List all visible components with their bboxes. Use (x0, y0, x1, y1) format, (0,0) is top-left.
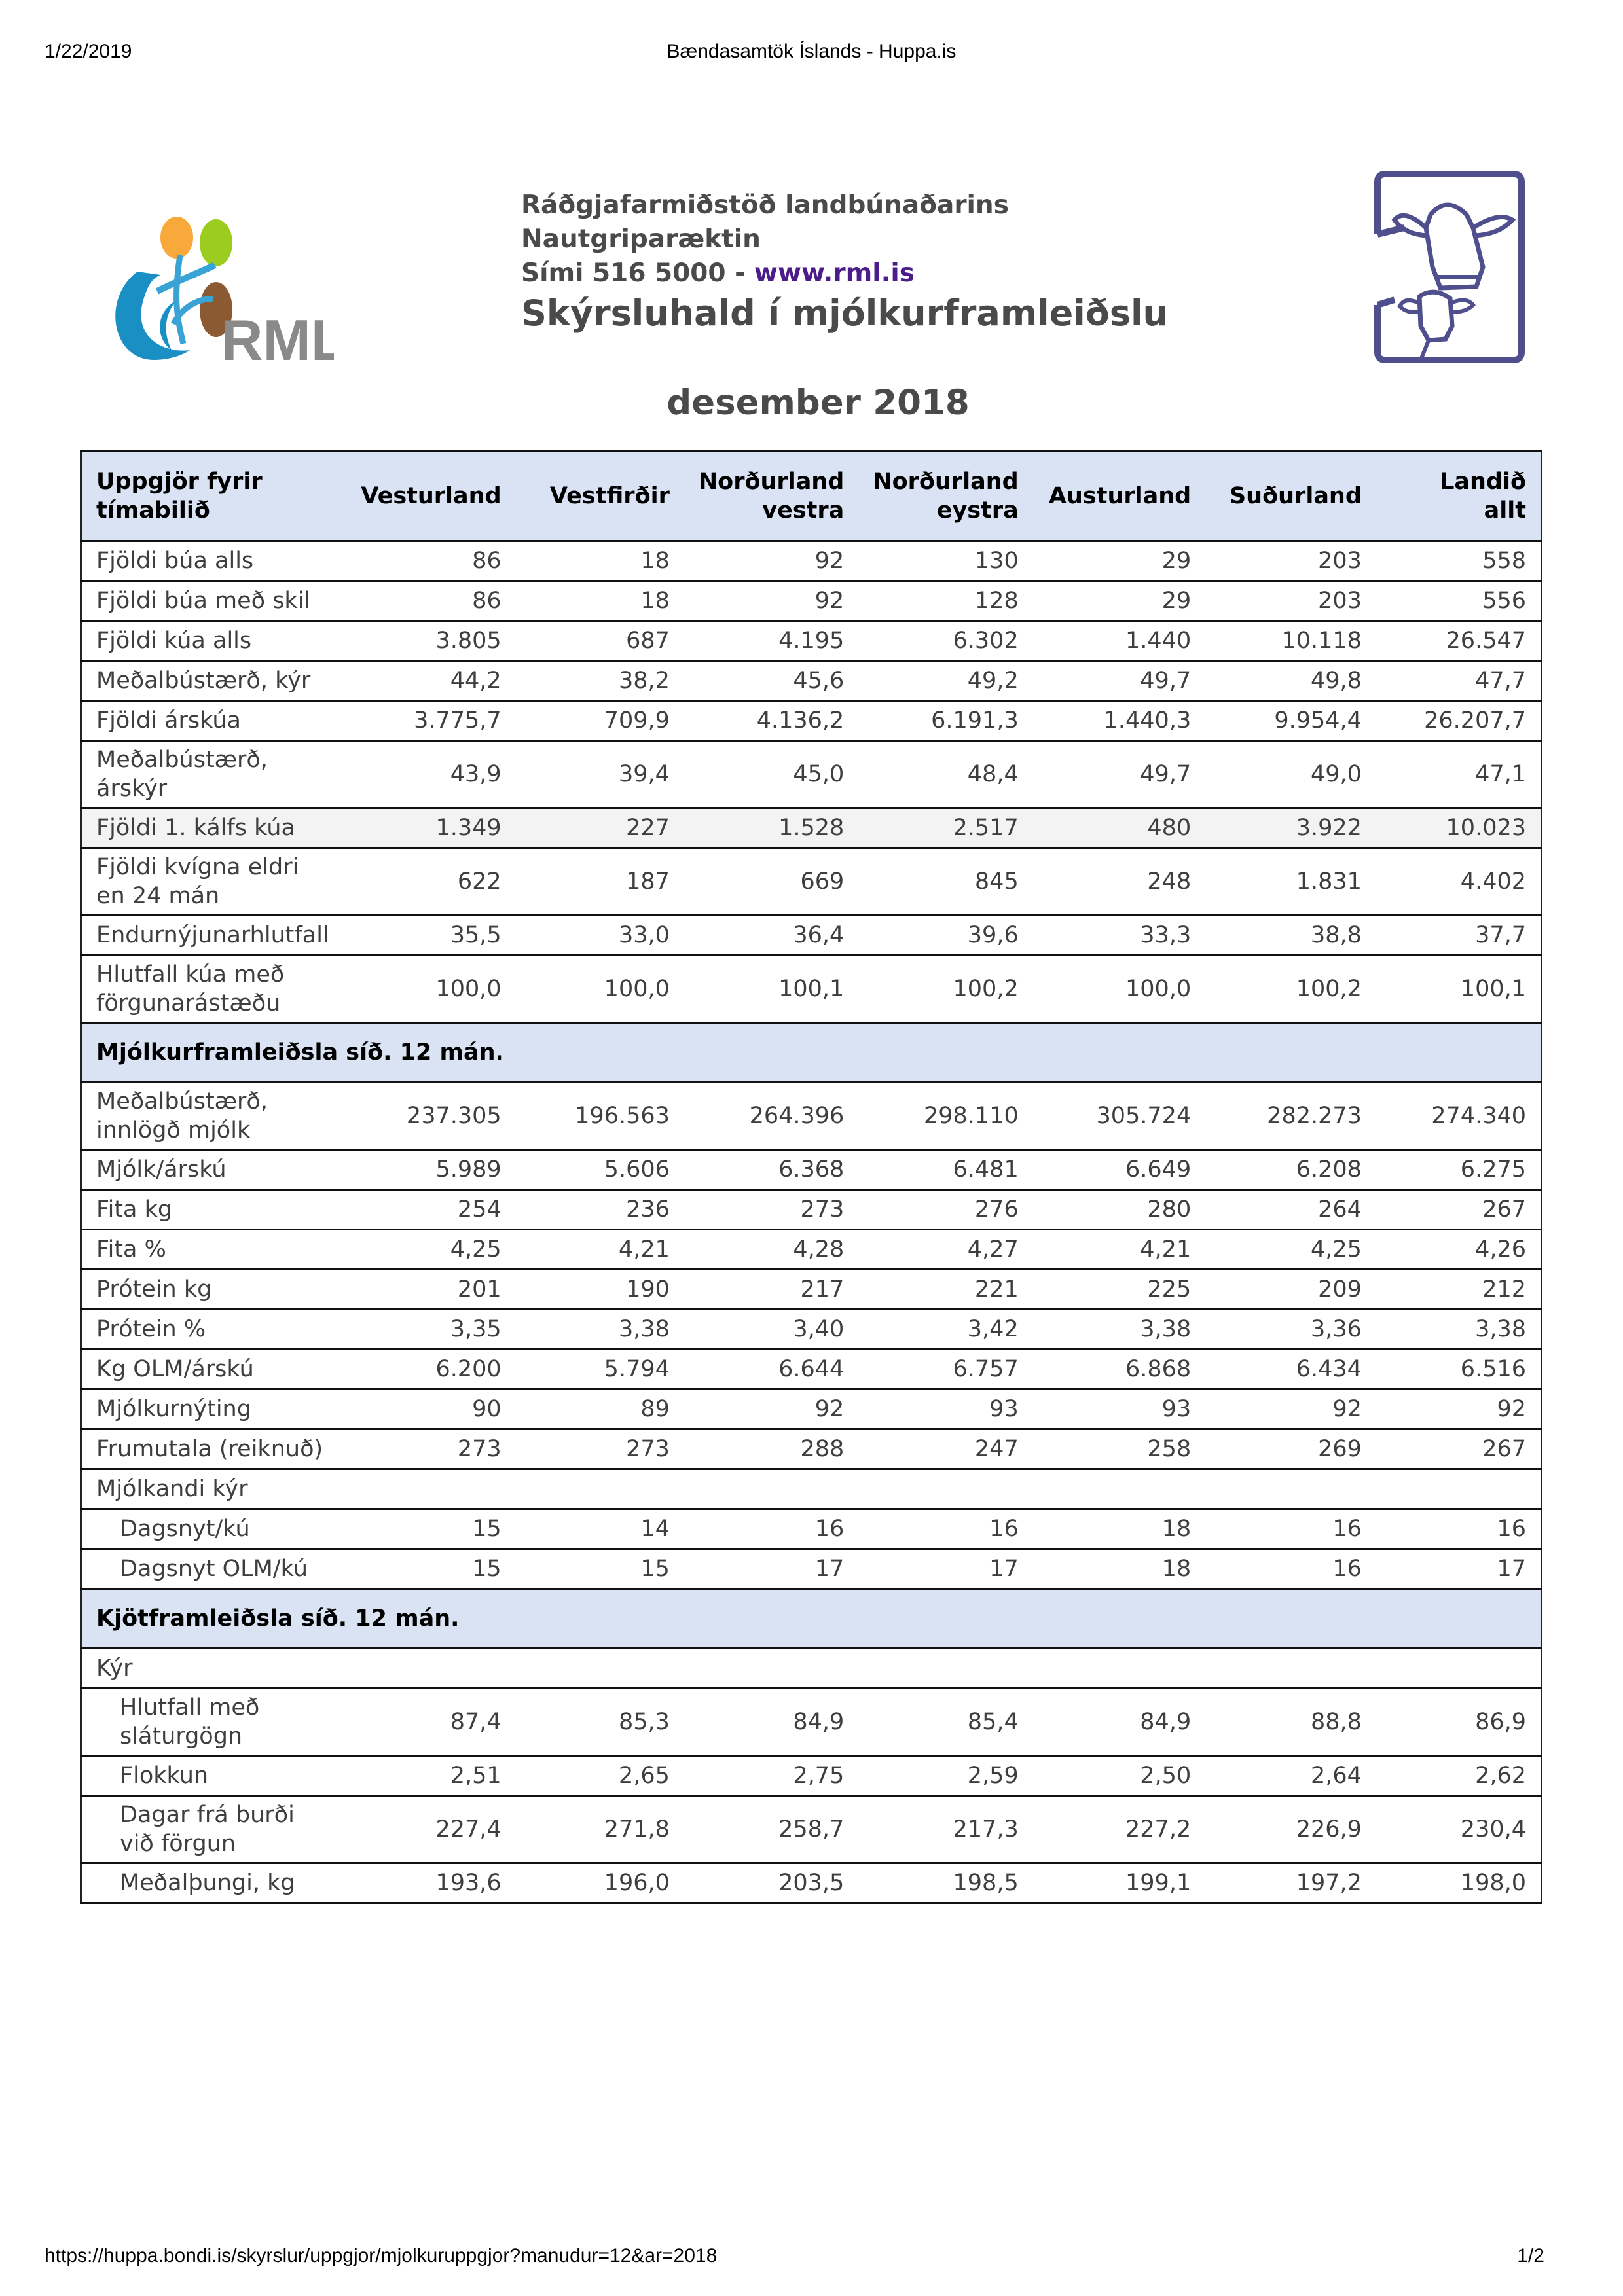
cell-value: 86,9 (1376, 1689, 1542, 1756)
cell-value: 258,7 (684, 1796, 858, 1863)
cell-value: 2,51 (344, 1756, 516, 1796)
cell-value: 237.305 (344, 1083, 516, 1150)
cell-value: 556 (1376, 581, 1542, 621)
cell-value: 45,0 (684, 741, 858, 808)
cell-value: 276 (858, 1190, 1032, 1230)
cell-value: 87,4 (344, 1689, 516, 1756)
row-label: Meðalþungi, kg (81, 1863, 344, 1903)
cell-value: 282.273 (1205, 1083, 1376, 1150)
row-label: Fjöldi kúa alls (81, 621, 344, 661)
svg-text:RML: RML (221, 308, 334, 363)
table-row (81, 1756, 1542, 1796)
cell-value: 196,0 (516, 1863, 684, 1903)
section-header-row (81, 1589, 1542, 1649)
cell-value: 86 (344, 541, 516, 581)
cell-value: 1.440,3 (1033, 701, 1206, 741)
cell-value: 199,1 (1033, 1863, 1206, 1903)
cell-value: 100,1 (1376, 956, 1542, 1023)
cell-value (858, 1469, 1032, 1509)
cell-value: 247 (858, 1429, 1032, 1469)
column-header-period: Uppgjör fyrir tímabilið (81, 452, 344, 541)
cell-value: 201 (344, 1270, 516, 1310)
cell-value: 4.402 (1376, 848, 1542, 916)
column-header-austurland: Austurland (1033, 452, 1206, 541)
table-row (81, 808, 1542, 848)
table-row (81, 1469, 1542, 1509)
cell-value: 93 (858, 1390, 1032, 1429)
cell-value: 49,8 (1205, 661, 1376, 701)
row-label: Prótein % (81, 1310, 344, 1350)
cell-value: 49,7 (1033, 741, 1206, 808)
cell-value: 38,2 (516, 661, 684, 701)
cell-value: 5.606 (516, 1150, 684, 1190)
cell-value: 2.517 (858, 808, 1032, 848)
section-title: Kjötframleiðsla síð. 12 mán. (81, 1589, 1542, 1649)
cell-value: 39,4 (516, 741, 684, 808)
cell-value: 258 (1033, 1429, 1206, 1469)
cell-value: 10.118 (1205, 621, 1376, 661)
cow-calf-logo (1368, 169, 1527, 363)
print-page-number: 1/2 (1517, 2245, 1544, 2267)
cell-value: 35,5 (344, 916, 516, 956)
print-url: https://huppa.bondi.is/skyrslur/uppgjor/mjolkuruppgjor?manudur=12&ar=2018 (45, 2245, 718, 2267)
cell-value: 3.805 (344, 621, 516, 661)
cell-value (516, 1469, 684, 1509)
organization-name: Ráðgjafarmiðstöð landbúnaðarins (521, 190, 1009, 220)
table-row (81, 1429, 1542, 1469)
cell-value: 89 (516, 1390, 684, 1429)
cell-value: 221 (858, 1270, 1032, 1310)
cell-value: 187 (516, 848, 684, 916)
cell-value: 47,7 (1376, 661, 1542, 701)
cell-value: 48,4 (858, 741, 1032, 808)
cell-value: 4,26 (1376, 1230, 1542, 1270)
cell-value: 264 (1205, 1190, 1376, 1230)
column-header-vestfirdir: Vestfirðir (516, 452, 684, 541)
cell-value: 16 (1376, 1509, 1542, 1549)
cell-value: 198,0 (1376, 1863, 1542, 1903)
cell-value: 29 (1033, 541, 1206, 581)
cell-value: 17 (858, 1549, 1032, 1589)
cell-value: 248 (1033, 848, 1206, 916)
row-label: Meðalbústærð, innlögð mjólk (81, 1083, 344, 1150)
cell-value: 3,38 (1376, 1310, 1542, 1350)
cell-value: 17 (684, 1549, 858, 1589)
cell-value: 29 (1033, 581, 1206, 621)
cell-value: 1.440 (1033, 621, 1206, 661)
phone-text: Sími 516 5000 - (521, 259, 754, 288)
cell-value (344, 1649, 516, 1689)
cell-value: 86 (344, 581, 516, 621)
website-link[interactable]: www.rml.is (754, 259, 915, 288)
cell-value: 269 (1205, 1429, 1376, 1469)
column-header-vesturland: Vesturland (344, 452, 516, 541)
cell-value (344, 1469, 516, 1509)
cell-value: 2,62 (1376, 1756, 1542, 1796)
cell-value: 84,9 (684, 1689, 858, 1756)
cell-value (1376, 1649, 1542, 1689)
cell-value: 209 (1205, 1270, 1376, 1310)
cell-value: 1.831 (1205, 848, 1376, 916)
cell-value: 298.110 (858, 1083, 1032, 1150)
cell-value: 3.922 (1205, 808, 1376, 848)
cell-value: 130 (858, 541, 1032, 581)
cell-value: 5.989 (344, 1150, 516, 1190)
cell-value: 6.434 (1205, 1350, 1376, 1390)
row-label: Prótein kg (81, 1270, 344, 1310)
cell-value: 38,8 (1205, 916, 1376, 956)
row-label: Fjöldi búa alls (81, 541, 344, 581)
cell-value: 16 (1205, 1509, 1376, 1549)
cell-value: 92 (1205, 1390, 1376, 1429)
cell-value: 33,3 (1033, 916, 1206, 956)
table-row (81, 1796, 1542, 1863)
table-row (81, 741, 1542, 808)
cell-value: 15 (344, 1509, 516, 1549)
row-label: Fjöldi árskúa (81, 701, 344, 741)
cell-value: 26.547 (1376, 621, 1542, 661)
cell-value (1205, 1649, 1376, 1689)
cell-value: 2,75 (684, 1756, 858, 1796)
cell-value: 100,0 (1033, 956, 1206, 1023)
cell-value: 1.349 (344, 808, 516, 848)
cell-value: 4,21 (516, 1230, 684, 1270)
table-row (81, 1863, 1542, 1903)
cell-value: 203,5 (684, 1863, 858, 1903)
cell-value: 3,35 (344, 1310, 516, 1350)
cell-value: 100,0 (516, 956, 684, 1023)
cell-value: 15 (344, 1549, 516, 1589)
column-header-nordurland-eystra: Norðurland eystra (858, 452, 1032, 541)
report-table (80, 450, 1542, 1904)
cell-value: 6.481 (858, 1150, 1032, 1190)
cell-value: 6.191,3 (858, 701, 1032, 741)
table-row (81, 1509, 1542, 1549)
table-row (81, 701, 1542, 741)
section-header-row (81, 1023, 1542, 1083)
cell-value: 480 (1033, 808, 1206, 848)
column-header-sudurland: Suðurland (1205, 452, 1376, 541)
cell-value: 217 (684, 1270, 858, 1310)
cow-icon (1368, 169, 1527, 363)
cell-value: 2,64 (1205, 1756, 1376, 1796)
cell-value: 16 (684, 1509, 858, 1549)
cell-value: 6.200 (344, 1350, 516, 1390)
cell-value: 100,0 (344, 956, 516, 1023)
cell-value: 92 (684, 541, 858, 581)
cell-value (684, 1649, 858, 1689)
cell-value: 16 (1205, 1549, 1376, 1589)
department-name: Nautgriparæktin (521, 224, 761, 254)
table-row (81, 1310, 1542, 1350)
cell-value: 305.724 (1033, 1083, 1206, 1150)
row-label: Fita % (81, 1230, 344, 1270)
cell-value: 18 (516, 581, 684, 621)
cell-value: 100,1 (684, 956, 858, 1023)
cell-value: 18 (516, 541, 684, 581)
cell-value: 100,2 (1205, 956, 1376, 1023)
report-title: Skýrsluhald í mjólkurframleiðslu (521, 293, 1168, 334)
cell-value (1033, 1469, 1206, 1509)
cell-value: 85,3 (516, 1689, 684, 1756)
cell-value: 47,1 (1376, 741, 1542, 808)
cell-value: 273 (344, 1429, 516, 1469)
row-label: Hlutfall kúa með förgunarástæðu (81, 956, 344, 1023)
table-row (81, 621, 1542, 661)
row-label: Mjólk/árskú (81, 1150, 344, 1190)
cell-value (858, 1649, 1032, 1689)
cell-value (516, 1649, 684, 1689)
row-label: Dagsnyt OLM/kú (81, 1549, 344, 1589)
table-row (81, 581, 1542, 621)
cell-value: 6.757 (858, 1350, 1032, 1390)
row-label: Kýr (81, 1649, 344, 1689)
cell-value: 49,7 (1033, 661, 1206, 701)
row-label: Meðalbústærð, kýr (81, 661, 344, 701)
cell-value: 273 (516, 1429, 684, 1469)
table-row (81, 1390, 1542, 1429)
cell-value: 190 (516, 1270, 684, 1310)
cell-value: 622 (344, 848, 516, 916)
row-label: Fjöldi 1. kálfs kúa (81, 808, 344, 848)
table-row (81, 1083, 1542, 1150)
cell-value: 36,4 (684, 916, 858, 956)
cell-value: 6.368 (684, 1150, 858, 1190)
cell-value: 197,2 (1205, 1863, 1376, 1903)
cell-value: 84,9 (1033, 1689, 1206, 1756)
table-row (81, 1230, 1542, 1270)
cell-value: 230,4 (1376, 1796, 1542, 1863)
cell-value: 37,7 (1376, 916, 1542, 956)
print-date: 1/22/2019 (45, 41, 132, 62)
cell-value: 687 (516, 621, 684, 661)
table-row (81, 1150, 1542, 1190)
row-label: Frumutala (reiknuð) (81, 1429, 344, 1469)
cell-value: 6.868 (1033, 1350, 1206, 1390)
cell-value: 49,0 (1205, 741, 1376, 808)
cell-value: 3,36 (1205, 1310, 1376, 1350)
cell-value: 196.563 (516, 1083, 684, 1150)
rml-logo-icon (98, 187, 334, 363)
print-page-title: Bændasamtök Íslands - Huppa.is (666, 41, 957, 62)
cell-value: 18 (1033, 1549, 1206, 1589)
row-label: Mjólkurnýting (81, 1390, 344, 1429)
section-title: Mjólkurframleiðsla síð. 12 mán. (81, 1023, 1542, 1083)
cell-value: 2,65 (516, 1756, 684, 1796)
cell-value: 16 (858, 1509, 1032, 1549)
cell-value: 3,38 (516, 1310, 684, 1350)
cell-value: 4,27 (858, 1230, 1032, 1270)
organization-block (521, 188, 1168, 335)
cell-value: 5.794 (516, 1350, 684, 1390)
cell-value (1033, 1649, 1206, 1689)
cell-value: 92 (684, 1390, 858, 1429)
cell-value (1376, 1469, 1542, 1509)
cell-value: 6.516 (1376, 1350, 1542, 1390)
table-row (81, 1549, 1542, 1589)
table-header-row (81, 452, 1542, 541)
cell-value: 17 (1376, 1549, 1542, 1589)
cell-value (684, 1469, 858, 1509)
cell-value: 4,28 (684, 1230, 858, 1270)
table-row (81, 541, 1542, 581)
rml-logo (98, 187, 334, 363)
table-row (81, 1689, 1542, 1756)
row-label: Kg OLM/árskú (81, 1350, 344, 1390)
row-label: Fjöldi kvígna eldri en 24 mán (81, 848, 344, 916)
cell-value: 4.195 (684, 621, 858, 661)
cell-value (1205, 1469, 1376, 1509)
table-row (81, 848, 1542, 916)
row-label: Fjöldi búa með skil (81, 581, 344, 621)
cell-value: 669 (684, 848, 858, 916)
table-row (81, 1649, 1542, 1689)
cell-value: 709,9 (516, 701, 684, 741)
cell-value: 2,59 (858, 1756, 1032, 1796)
cell-value: 4,25 (344, 1230, 516, 1270)
cell-value: 254 (344, 1190, 516, 1230)
report-period: desember 2018 (666, 383, 970, 423)
row-label: Endurnýjunarhlutfall (81, 916, 344, 956)
cell-value: 88,8 (1205, 1689, 1376, 1756)
table-row (81, 956, 1542, 1023)
cell-value: 227,4 (344, 1796, 516, 1863)
row-label: Hlutfall með sláturgögn (81, 1689, 344, 1756)
cell-value: 264.396 (684, 1083, 858, 1150)
cell-value: 203 (1205, 541, 1376, 581)
cell-value: 85,4 (858, 1689, 1032, 1756)
cell-value: 3.775,7 (344, 701, 516, 741)
cell-value: 4,25 (1205, 1230, 1376, 1270)
cell-value: 6.649 (1033, 1150, 1206, 1190)
row-label: Fita kg (81, 1190, 344, 1230)
row-label: Meðalbústærð, árskýr (81, 741, 344, 808)
table-row (81, 1190, 1542, 1230)
cell-value: 280 (1033, 1190, 1206, 1230)
cell-value: 6.302 (858, 621, 1032, 661)
cell-value: 90 (344, 1390, 516, 1429)
row-label: Mjólkandi kýr (81, 1469, 344, 1509)
cell-value: 6.644 (684, 1350, 858, 1390)
cell-value: 6.208 (1205, 1150, 1376, 1190)
cell-value: 3,42 (858, 1310, 1032, 1350)
cell-value: 227,2 (1033, 1796, 1206, 1863)
contact-line (521, 257, 1168, 291)
cell-value: 225 (1033, 1270, 1206, 1310)
cell-value: 271,8 (516, 1796, 684, 1863)
cell-value: 273 (684, 1190, 858, 1230)
cell-value: 9.954,4 (1205, 701, 1376, 741)
cell-value: 43,9 (344, 741, 516, 808)
row-label: Dagar frá burði við förgun (81, 1796, 344, 1863)
cell-value: 93 (1033, 1390, 1206, 1429)
cell-value: 4,21 (1033, 1230, 1206, 1270)
row-label: Flokkun (81, 1756, 344, 1796)
row-label: Dagsnyt/kú (81, 1509, 344, 1549)
table-row (81, 1270, 1542, 1310)
cell-value: 267 (1376, 1429, 1542, 1469)
cell-value: 92 (684, 581, 858, 621)
cell-value: 274.340 (1376, 1083, 1542, 1150)
cell-value: 203 (1205, 581, 1376, 621)
cell-value: 4.136,2 (684, 701, 858, 741)
cell-value: 3,40 (684, 1310, 858, 1350)
cell-value: 236 (516, 1190, 684, 1230)
cell-value: 18 (1033, 1509, 1206, 1549)
cell-value: 15 (516, 1549, 684, 1589)
cell-value: 193,6 (344, 1863, 516, 1903)
column-header-landid-allt: Landið allt (1376, 452, 1542, 541)
cell-value: 288 (684, 1429, 858, 1469)
cell-value: 128 (858, 581, 1032, 621)
cell-value: 39,6 (858, 916, 1032, 956)
column-header-nordurland-vestra: Norðurland vestra (684, 452, 858, 541)
cell-value: 558 (1376, 541, 1542, 581)
cell-value: 44,2 (344, 661, 516, 701)
table-row (81, 661, 1542, 701)
cell-value: 217,3 (858, 1796, 1032, 1863)
cell-value: 100,2 (858, 956, 1032, 1023)
cell-value: 14 (516, 1509, 684, 1549)
table-row (81, 916, 1542, 956)
cell-value: 45,6 (684, 661, 858, 701)
cell-value: 6.275 (1376, 1150, 1542, 1190)
cell-value: 267 (1376, 1190, 1542, 1230)
cell-value: 3,38 (1033, 1310, 1206, 1350)
cell-value: 10.023 (1376, 808, 1542, 848)
cell-value: 92 (1376, 1390, 1542, 1429)
cell-value: 2,50 (1033, 1756, 1206, 1796)
cell-value: 212 (1376, 1270, 1542, 1310)
cell-value: 33,0 (516, 916, 684, 956)
cell-value: 227 (516, 808, 684, 848)
cell-value: 49,2 (858, 661, 1032, 701)
cell-value: 226,9 (1205, 1796, 1376, 1863)
cell-value: 26.207,7 (1376, 701, 1542, 741)
table-row (81, 1350, 1542, 1390)
cell-value: 845 (858, 848, 1032, 916)
cell-value: 1.528 (684, 808, 858, 848)
cell-value: 198,5 (858, 1863, 1032, 1903)
